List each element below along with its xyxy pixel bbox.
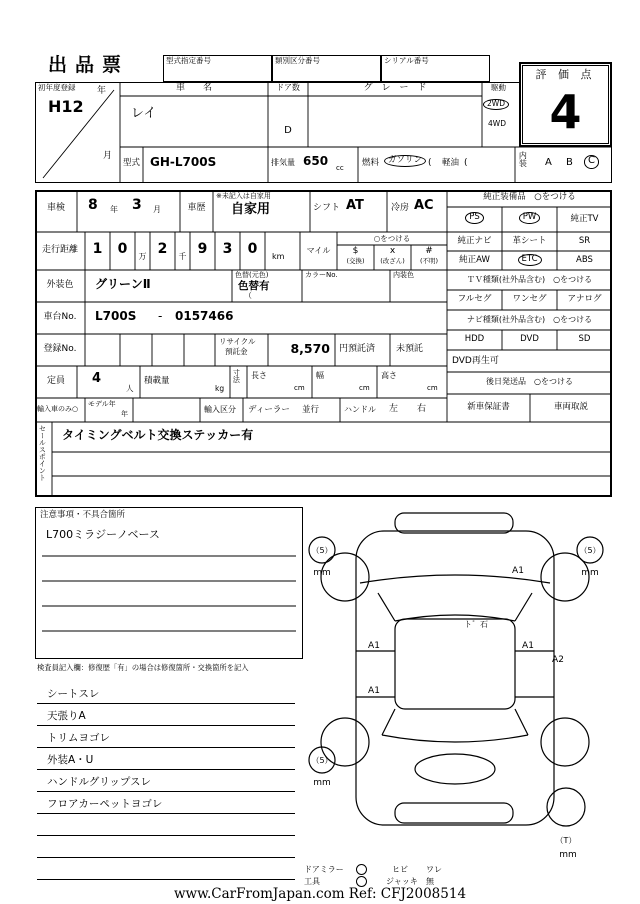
jack-none-label: 無 bbox=[426, 877, 434, 886]
inspector-item: 外装A・U bbox=[37, 748, 295, 770]
equipment-pw-circle: PW bbox=[519, 212, 541, 224]
equipment-ps bbox=[447, 212, 502, 224]
nav-type-header: ナビ種類(社外品含む) ○をつける bbox=[466, 315, 593, 324]
mile-opt-unknown-symbol: # bbox=[425, 246, 433, 256]
first-registration-month-unit: 月 bbox=[103, 151, 113, 161]
footer-watermark: www.CarFromJapan.com Ref: CFJ2008514 bbox=[173, 886, 467, 902]
mile-opt-tampered-symbol: x bbox=[389, 246, 396, 256]
model-year-label: モデル年 bbox=[88, 400, 116, 408]
field-class-number-label: 類別区分番号 bbox=[275, 56, 320, 65]
mark-a1-door-right: A1 bbox=[522, 641, 534, 651]
mark-a1-door-left: A1 bbox=[368, 641, 380, 651]
displacement-label: 排気量 bbox=[271, 158, 295, 167]
import-dealer-option: ディーラー bbox=[248, 405, 290, 415]
inspection-label: 車検 bbox=[46, 203, 65, 213]
equipment-leather: 革シート bbox=[512, 236, 547, 246]
interior-color-label: 内装色 bbox=[393, 271, 414, 279]
inspector-item: シートスレ bbox=[37, 682, 295, 704]
corner-mm-top-left: mm bbox=[313, 568, 331, 578]
notes-line-1: L700ミラジーノベース bbox=[46, 528, 160, 541]
capacity-unit: 人 bbox=[126, 384, 134, 393]
width-label: 幅 bbox=[316, 371, 324, 380]
chassis-no-serial: 0157466 bbox=[175, 309, 234, 323]
displacement-unit: cc bbox=[336, 164, 344, 172]
import-parallel-option: 並行 bbox=[302, 405, 320, 415]
car-diagram bbox=[300, 505, 612, 883]
interior-grade-label: 内装 bbox=[518, 151, 528, 167]
corner-mm-bottom-right: mm bbox=[559, 850, 577, 860]
handle-right-option: 右 bbox=[417, 404, 427, 414]
chassis-no-label: 車台No. bbox=[43, 312, 77, 322]
dimensions-label: 寸法 bbox=[232, 369, 241, 383]
fuel-gasoline-paren: ( bbox=[428, 158, 432, 168]
mark-a1-rear-left: A1 bbox=[368, 686, 380, 696]
load-label: 積載量 bbox=[144, 376, 170, 386]
repaint-label: 色替(元色) bbox=[235, 271, 269, 279]
mileage-km-unit: km bbox=[272, 252, 285, 261]
drive-2wd-option bbox=[483, 99, 509, 110]
nav-hdd: HDD bbox=[464, 334, 485, 344]
inspection-month-unit: 月 bbox=[153, 205, 161, 214]
import-class-label: 輸入区分 bbox=[204, 405, 236, 414]
page-title: 出品票 bbox=[48, 54, 130, 76]
mileage-sen-unit: 千 bbox=[178, 252, 187, 261]
exterior-color-value: グリーンⅡ bbox=[95, 277, 151, 291]
equipment-etc-circle: ETC bbox=[518, 254, 542, 266]
rear-window-lines bbox=[382, 709, 528, 742]
jack-label: ジャッキ bbox=[386, 877, 418, 886]
mileage-digit-2: 0 bbox=[117, 241, 128, 257]
mile-opt-tampered-note: (改ざん) bbox=[380, 257, 405, 265]
later-shipping-header: 後日発送品 ○をつける bbox=[486, 377, 573, 386]
car-name-value: レイ bbox=[131, 106, 157, 121]
first-registration-year-unit: 年 bbox=[97, 86, 107, 96]
repaint-paren: （ bbox=[244, 291, 252, 300]
mark-a1-front-right: A1 bbox=[512, 566, 524, 576]
notes-header: 注意事項・不具合箇所 bbox=[40, 510, 126, 520]
interior-grade-c-circle: C bbox=[584, 155, 599, 169]
inspector-item: 天張りA bbox=[37, 704, 295, 726]
length-unit: cm bbox=[294, 384, 305, 392]
chassis-no-separator: - bbox=[158, 309, 163, 323]
fuel-gasoline-circle: ガソリン bbox=[384, 155, 426, 167]
vehicle-manual-label: 車両取説 bbox=[553, 402, 588, 412]
door-mirror-circle-mark-icon bbox=[356, 864, 367, 875]
rear-bumper-shape bbox=[395, 803, 513, 823]
field-serial-number-label: シリアル番号 bbox=[384, 56, 429, 65]
mileage-man-unit: 万 bbox=[138, 252, 147, 261]
handle-left-option: 左 bbox=[389, 404, 399, 414]
wheel-rear-right bbox=[541, 718, 589, 766]
sales-point-label: セールスポイント bbox=[38, 425, 47, 481]
displacement-value: 650 bbox=[303, 154, 329, 168]
mile-circle-header: ○をつける bbox=[373, 234, 411, 243]
first-registration-value: H12 bbox=[48, 97, 84, 116]
repaint-value: 色替有 bbox=[238, 280, 270, 292]
door-lines bbox=[356, 651, 554, 697]
handle-label: ハンドル bbox=[344, 405, 376, 414]
corner-mm-bottom-left: mm bbox=[313, 778, 331, 788]
crack-hibi-label: ヒビ bbox=[392, 865, 408, 874]
car-name-label: 車 名 bbox=[175, 83, 212, 93]
roof-shape bbox=[395, 619, 515, 709]
history-note: ※未記入は自家用 bbox=[216, 192, 271, 200]
inspector-item-blank bbox=[37, 814, 295, 836]
inspector-item: ハンドルグリップスレ bbox=[37, 770, 295, 792]
equipment-navi: 純正ナビ bbox=[457, 236, 492, 246]
model-year-unit: 年 bbox=[121, 410, 128, 418]
inspection-month: 3 bbox=[132, 197, 142, 213]
mile-label: マイル bbox=[306, 246, 331, 255]
corner-t-bottom-right: （T） bbox=[555, 836, 577, 845]
exterior-color-label: 外装色 bbox=[46, 280, 74, 290]
mileage-digit-3: 2 bbox=[157, 241, 168, 257]
fuel-diesel-option: 軽油 bbox=[442, 158, 460, 168]
inspector-item: フロアカーペットヨゴレ bbox=[37, 792, 295, 814]
inspection-year: 8 bbox=[88, 197, 98, 213]
fuel-diesel-paren: ( bbox=[464, 158, 468, 168]
tv-fullseg: フルセグ bbox=[457, 294, 492, 304]
registration-no-label: 登録No. bbox=[43, 344, 77, 354]
dvd-playable-label: DVD再生可 bbox=[452, 356, 499, 366]
corner-mm-top-right: mm bbox=[581, 568, 599, 578]
tv-type-header: ＴＶ種類(社外品含む) ○をつける bbox=[466, 275, 593, 284]
tool-label: 工具 bbox=[304, 877, 320, 886]
mileage-label: 走行距離 bbox=[41, 245, 78, 255]
evaluation-label: 評 価 点 bbox=[535, 68, 596, 81]
inspection-year-unit: 年 bbox=[110, 205, 118, 214]
inspector-item: トリムヨゴレ bbox=[37, 726, 295, 748]
shift-value: AT bbox=[346, 198, 364, 213]
mile-opt-unknown-note: (不明) bbox=[419, 257, 439, 265]
drive-label: 駆動 bbox=[491, 83, 506, 92]
hood-line bbox=[360, 575, 550, 583]
equipment-abs: ABS bbox=[576, 255, 593, 265]
recycle-label-line1: リサイクル bbox=[219, 337, 256, 346]
door-mirror-label: ドアミラー bbox=[304, 865, 344, 874]
mile-opt-exchange-note: (交換) bbox=[346, 257, 365, 265]
interior-grade-c-option bbox=[584, 155, 599, 169]
width-unit: cm bbox=[359, 384, 370, 392]
corner-5-top-right: （5） bbox=[579, 546, 601, 555]
mileage-digit-4: 9 bbox=[197, 241, 208, 257]
model-code-value: GH-L700S bbox=[150, 155, 217, 169]
fuel-gasoline-option bbox=[384, 155, 426, 167]
capacity-value: 4 bbox=[92, 371, 102, 386]
history-value: 自家用 bbox=[231, 202, 271, 217]
shift-label: シフト bbox=[313, 203, 341, 213]
ac-label: 冷房 bbox=[391, 203, 410, 213]
new-car-warranty-label: 新車保証書 bbox=[467, 402, 510, 412]
inspector-header: 検査員記入欄：修復歴「有」の場合は修復箇所・交換箇所を記入 bbox=[37, 663, 249, 672]
height-unit: cm bbox=[427, 384, 438, 392]
interior-grade-b: B bbox=[566, 157, 573, 168]
equipment-etc bbox=[502, 254, 557, 266]
mileage-digit-1: 1 bbox=[92, 241, 103, 257]
import-only-label: 輸入車のみ○ bbox=[37, 405, 79, 413]
nav-sd: SD bbox=[578, 334, 591, 344]
inspector-item-blank bbox=[37, 836, 295, 858]
doors-value: D bbox=[284, 125, 292, 136]
nav-dvd: DVD bbox=[520, 334, 539, 344]
color-no-label: カラーNo. bbox=[305, 271, 338, 279]
tv-analog: アナログ bbox=[567, 294, 602, 304]
ac-value: AC bbox=[414, 198, 434, 213]
windshield-lines bbox=[378, 593, 532, 621]
recycle-label-line2: 預託金 bbox=[225, 347, 248, 356]
tv-oneseg: ワンセグ bbox=[512, 294, 547, 304]
sales-point-value: タイミングベルト交換ステッカー有 bbox=[62, 428, 254, 442]
corner-5-bottom-left: （5） bbox=[311, 756, 333, 765]
capacity-label: 定員 bbox=[46, 376, 65, 386]
drive-2wd-circle: 2WD bbox=[483, 99, 509, 110]
equipment-sr: SR bbox=[578, 236, 591, 246]
history-label: 車歴 bbox=[187, 203, 206, 213]
equipment-pw bbox=[502, 212, 557, 224]
equipment-ps-circle: PS bbox=[465, 212, 484, 224]
recycle-deposited-label: 円預託済 bbox=[339, 344, 376, 354]
fuel-label: 燃料 bbox=[362, 158, 380, 168]
interior-grade-a: A bbox=[545, 157, 552, 168]
field-model-designation-label: 型式指定番号 bbox=[166, 56, 211, 65]
recycle-amount: 8,570 bbox=[290, 341, 330, 356]
equipment-header: 純正装備品 ○をつける bbox=[483, 192, 576, 202]
mile-opt-exchange-symbol: $ bbox=[352, 246, 359, 256]
corner-5-top-left: （5） bbox=[311, 546, 333, 555]
equipment-aw: 純正AW bbox=[459, 255, 490, 265]
grade-label: グ レ ー ド bbox=[363, 83, 427, 93]
mileage-digit-6: 0 bbox=[247, 241, 258, 257]
recycle-not-deposited-label: 未預託 bbox=[396, 344, 424, 354]
load-unit: kg bbox=[215, 384, 225, 393]
mark-a2-rear-right: A2 bbox=[552, 655, 564, 665]
first-registration-label: 初年度登録 bbox=[38, 83, 76, 92]
height-label: 高さ bbox=[381, 371, 397, 380]
evaluation-score: 4 bbox=[549, 85, 582, 139]
drive-4wd-option: 4WD bbox=[488, 119, 506, 128]
doors-label: ドア数 bbox=[276, 83, 300, 92]
mileage-digit-5: 3 bbox=[222, 241, 233, 257]
trunk-shape bbox=[415, 754, 495, 784]
mark-stone-chip: ト゛石 bbox=[464, 620, 488, 629]
length-label: 長さ bbox=[251, 371, 267, 380]
model-code-label: 型式 bbox=[123, 158, 141, 168]
crack-ware-label: ワレ bbox=[426, 865, 442, 874]
front-bumper-shape bbox=[395, 513, 513, 533]
inspector-item-blank bbox=[37, 858, 295, 880]
chassis-no-prefix: L700S bbox=[95, 309, 137, 323]
equipment-tv: 純正TV bbox=[570, 214, 599, 224]
